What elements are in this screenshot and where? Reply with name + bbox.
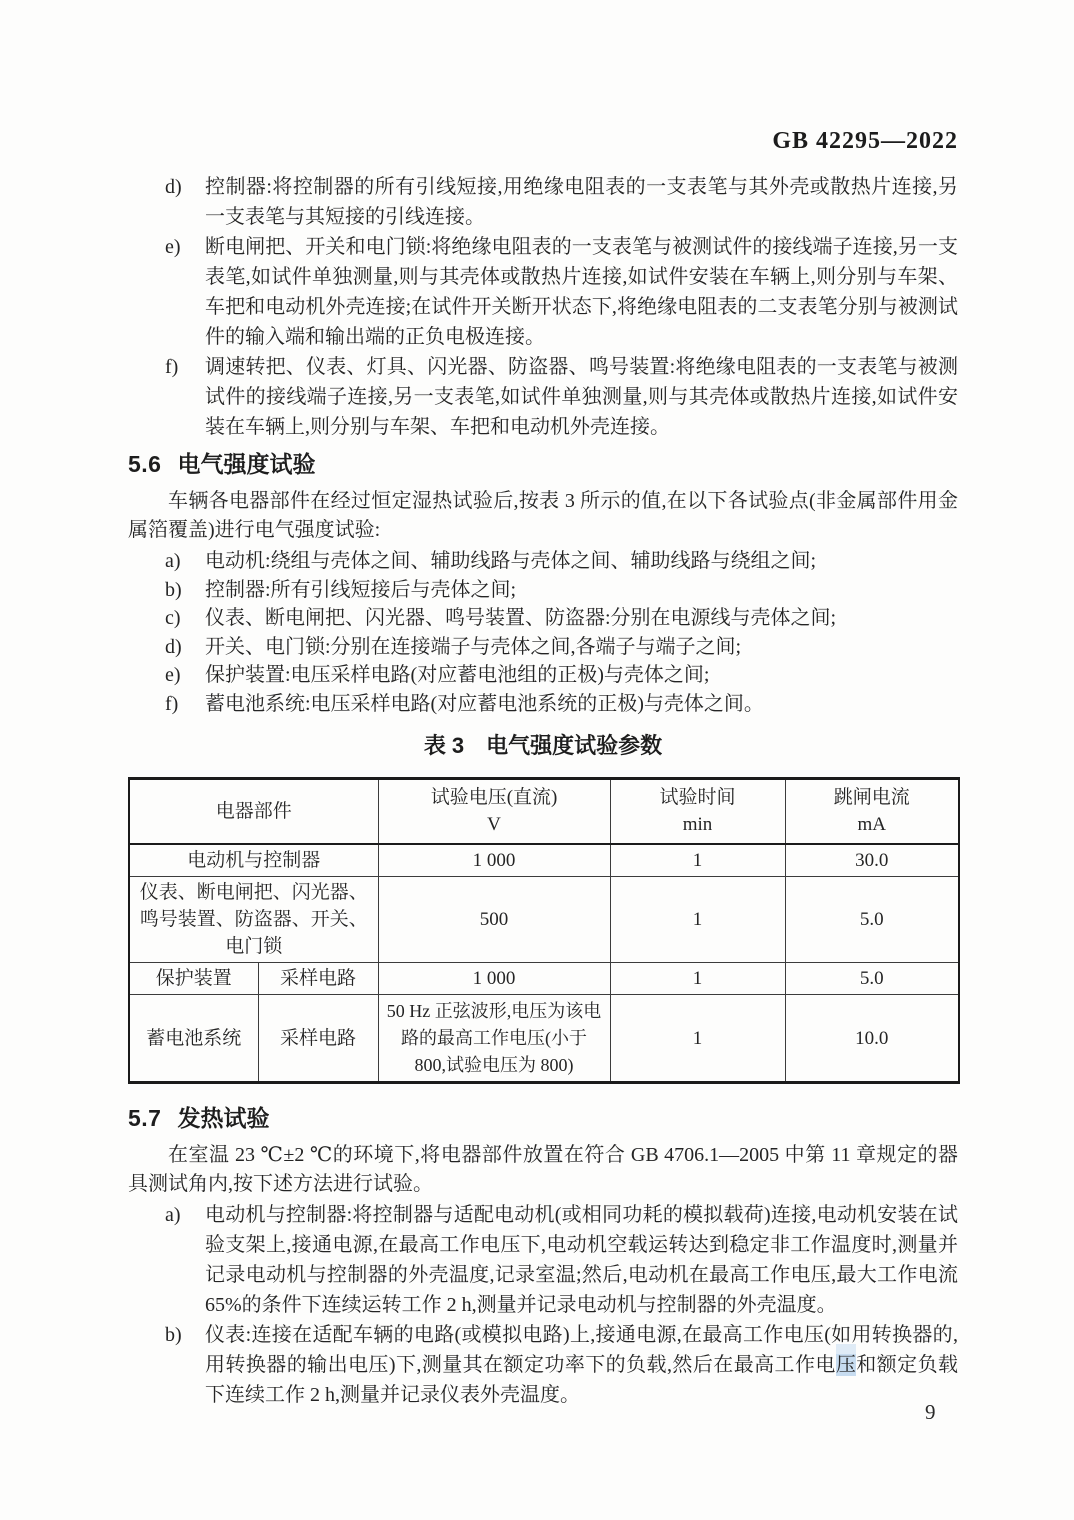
section-title: 发热试验 [177, 1105, 270, 1131]
cell-voltage: 500 [378, 877, 610, 963]
cell-component: 蓄电池系统 [129, 995, 258, 1083]
table-row [129, 844, 959, 877]
cell-voltage: 1 000 [378, 963, 610, 995]
insulation-clause-list [128, 172, 958, 442]
table-header-row [129, 779, 959, 844]
method-item-a [128, 1200, 958, 1320]
item-label: c) [165, 607, 181, 630]
section-number: 5.6 [128, 451, 162, 477]
test-point-list [128, 547, 958, 719]
clause-item-d [128, 172, 958, 232]
section-title: 电气强度试验 [177, 451, 316, 477]
table-caption [128, 729, 958, 760]
clause-label: e) [165, 236, 181, 258]
item-text: 蓄电池系统:电压采样电路(对应蓄电池系统的正极)与壳体之间。 [205, 692, 764, 715]
cell-time: 1 [610, 963, 785, 995]
test-point-d [128, 633, 958, 662]
section-5-7-heading [128, 1100, 269, 1133]
cell-current: 30.0 [785, 844, 959, 877]
clause-text: 控制器:将控制器的所有引线短接,用绝缘电阻表的一支表笔与其外壳或散热片连接,另一支表笔与其短接的引线连接。 [205, 176, 958, 228]
cell-time: 1 [610, 844, 785, 877]
clause-item-f [128, 352, 958, 442]
table-row [129, 995, 959, 1083]
item-text: 和额定负载下连续工作 2 h,测量并记录仪表外壳温度。 [205, 1354, 958, 1406]
table-caption-title: 电气强度试验参数 [486, 733, 663, 758]
test-point-e [128, 661, 958, 690]
item-text: 电动机:绕组与壳体之间、辅助线路与壳体之间、辅助线路与绕组之间; [205, 550, 817, 572]
clause-text: 断电闸把、开关和电门锁:将绝缘电阻表的一支表笔与被测试件的接线端子连接,另一支表笔,如试件单独测量,则与其壳体或散热片连接,如试件安装在车辆上,则分别与车架、车把和电动机外壳连接;在试件开关断开状态下,将绝缘电阻表的二支表笔分别与被测试件的输入端和输出端的正负电极连接。 [205, 236, 958, 348]
clause-label: f) [165, 356, 179, 378]
cell-time: 1 [610, 995, 785, 1083]
clause-item-e [128, 232, 958, 352]
item-text: 控制器:所有引线短接后与壳体之间; [205, 578, 517, 601]
header-cell-time: 试验时间 min [610, 779, 785, 844]
cell-current: 10.0 [785, 995, 959, 1083]
section-5-6-heading [128, 446, 315, 479]
page-number: 9 [925, 1400, 936, 1424]
item-label: a) [165, 1204, 181, 1226]
cell-time: 1 [610, 877, 785, 963]
item-text: 保护装置:电压采样电路(对应蓄电池组的正极)与壳体之间; [205, 664, 710, 687]
cell-current: 5.0 [785, 877, 959, 963]
standard-number: GB 42295—2022 [772, 128, 958, 154]
method-item-b [128, 1320, 958, 1410]
cell-subcomponent: 采样电路 [258, 963, 378, 995]
item-label: a) [165, 550, 181, 572]
cell-component: 保护装置 [129, 963, 258, 995]
item-text: 开关、电门锁:分别在连接端子与壳体之间,各端子与端子之间; [205, 635, 742, 658]
test-point-a [128, 547, 958, 576]
section-5-7-intro: 在室温 23 ℃±2 ℃的环境下,将电器部件放置在符合 GB 4706.1—2005 中第 11 章规定的器具测试角内,按下述方法进行试验。 [128, 1144, 958, 1195]
item-label: b) [165, 578, 182, 601]
item-text: 仪表、断电闸把、闪光器、鸣号装置、防盗器:分别在电源线与壳体之间; [205, 607, 837, 630]
heating-test-list [128, 1200, 958, 1410]
item-label: d) [165, 635, 182, 658]
table-row [129, 963, 959, 995]
item-label: b) [165, 1324, 182, 1346]
table-caption-label: 表 3 [423, 733, 465, 758]
section-number: 5.7 [128, 1105, 162, 1131]
cell-subcomponent: 采样电路 [258, 995, 378, 1083]
item-label: e) [165, 664, 181, 687]
clause-text: 调速转把、仪表、灯具、闪光器、防盗器、鸣号装置:将绝缘电阻表的一支表笔与被测试件的接线端子连接,另一支表笔,如试件单独测量,则与其壳体或散热片连接,如试件安装在车辆上,则分别与车架、车把和电动机外壳连接。 [205, 356, 958, 438]
highlighted-character: 压 [835, 1354, 857, 1376]
cell-voltage: 50 Hz 正弦波形,电压为该电路的最高工作电压(小于 800,试验电压为 800) [378, 995, 610, 1083]
table-row [129, 877, 959, 963]
test-point-c [128, 604, 958, 633]
test-point-f [128, 690, 958, 719]
header-cell-component: 电器部件 [129, 779, 378, 844]
header-cell-voltage: 试验电压(直流) V [378, 779, 610, 844]
test-point-b [128, 576, 958, 605]
item-label: f) [165, 692, 179, 715]
cell-component: 电动机与控制器 [129, 844, 378, 877]
header-cell-current: 跳闸电流 mA [785, 779, 959, 844]
item-text: 仪表:连接在适配车辆的电路(或模拟电路)上,接通电源,在最高工作电压(如用转换器的,用转换器的输出电压)下,测量其在额定功率下的负载,然后在最高工作电 [205, 1324, 958, 1376]
item-text: 电动机与控制器:将控制器与适配电动机(或相同功耗的模拟载荷)连接,电动机安装在试验支架上,接通电源,在最高工作电压下,电动机空载运转达到稳定非工作温度时,测量并记录电动机与控制器的外壳温度,记录室温;然后,电动机在最高工作电压,最大工作电流 65%的条件下连续运转工作 2 h,测量并记录电动机与控制器的外壳温度。 [205, 1204, 958, 1316]
clause-label: d) [165, 176, 182, 198]
cell-current: 5.0 [785, 963, 959, 995]
table-electric-strength-params [128, 777, 960, 1084]
cell-voltage: 1 000 [378, 844, 610, 877]
section-5-6-intro: 车辆各电器部件在经过恒定湿热试验后,按表 3 所示的值,在以下各试验点(非金属部件用金属箔覆盖)进行电气强度试验: [128, 490, 958, 541]
cell-component: 仪表、断电闸把、闪光器、鸣号装置、防盗器、开关、电门锁 [129, 877, 378, 963]
